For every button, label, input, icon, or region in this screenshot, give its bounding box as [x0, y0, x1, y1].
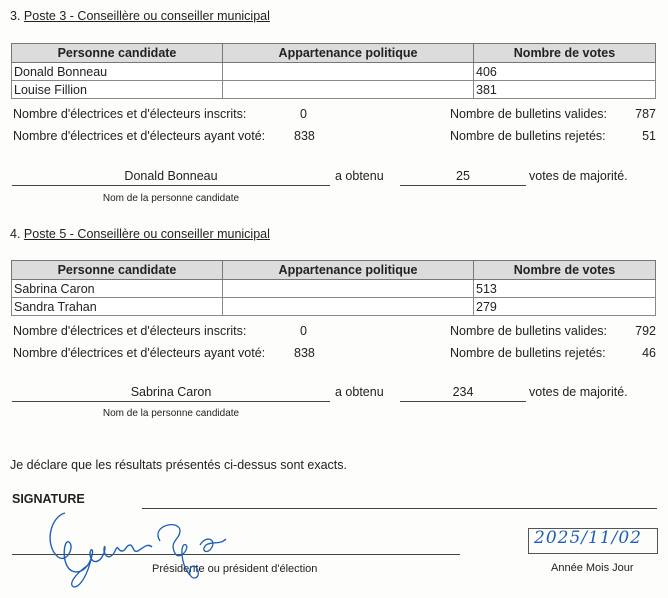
signer-caption: Présidente ou président d'élection — [152, 563, 318, 575]
rejected-value: 51 — [642, 129, 656, 143]
valid-label: Nombre de bulletins valides: — [450, 324, 608, 338]
valid-value: 792 — [635, 324, 656, 338]
handwritten-signature — [30, 505, 260, 595]
section-title-text: Poste 3 - Conseillère ou conseiller municipal — [23, 9, 270, 23]
date-value: 2025/11/02 — [534, 528, 642, 548]
date-caption: Année Mois Jour — [551, 562, 634, 574]
candidate-votes: 381 — [474, 81, 656, 99]
winner-caption: Nom de la personne candidate — [102, 408, 240, 419]
section-title-text: Poste 5 - Conseillère ou conseiller municipal — [23, 227, 270, 241]
winner-name: Donald Bonneau — [124, 169, 218, 183]
table-row — [12, 63, 656, 81]
candidate-party — [223, 63, 474, 81]
registered-value: 0 — [300, 324, 307, 338]
candidate-party — [223, 280, 474, 298]
majority-value: 25 — [456, 169, 470, 183]
rejected-label: Nombre de bulletins rejetés: — [450, 346, 606, 360]
majority-value: 234 — [452, 385, 474, 399]
rejected-value: 46 — [642, 346, 656, 360]
candidate-name: Donald Bonneau — [12, 63, 223, 81]
table-header-row — [12, 44, 656, 63]
registered-label: Nombre d'électrices et d'électeurs inscrits: — [13, 324, 247, 338]
obtained-label: a obtenu — [335, 169, 384, 183]
majority-label: votes de majorité. — [529, 169, 628, 183]
candidate-votes: 406 — [474, 63, 656, 81]
candidate-name: Sabrina Caron — [12, 280, 223, 298]
section-3-title — [10, 9, 270, 23]
results-table-poste-3 — [11, 43, 656, 99]
table-header-row — [12, 261, 656, 280]
majority-line — [400, 401, 526, 402]
header-votes: Nombre de votes — [474, 261, 656, 280]
declaration-text: Je déclare que les résultats présentés ci-dessus sont exacts. — [10, 458, 347, 472]
rejected-label: Nombre de bulletins rejetés: — [450, 129, 606, 143]
candidate-name: Sandra Trahan — [12, 298, 223, 316]
valid-label: Nombre de bulletins valides: — [450, 107, 608, 121]
candidate-name: Louise Fillion — [12, 81, 223, 99]
header-candidate: Personne candidate — [12, 44, 223, 63]
candidate-votes: 279 — [474, 298, 656, 316]
signature-stroke — [158, 525, 226, 578]
winner-name: Sabrina Caron — [130, 385, 212, 399]
voted-label: Nombre d'électrices et d'électeurs ayant voté: — [13, 129, 266, 143]
majority-label: votes de majorité. — [529, 385, 628, 399]
winner-line — [12, 185, 330, 186]
registered-value: 0 — [300, 107, 307, 121]
signature-label: SIGNATURE — [12, 492, 85, 506]
section-number: 4. — [10, 227, 21, 241]
majority-line — [400, 185, 526, 186]
table-row — [12, 81, 656, 99]
voted-value: 838 — [294, 129, 315, 143]
candidate-party — [223, 81, 474, 99]
header-party: Appartenance politique — [223, 44, 474, 63]
winner-caption: Nom de la personne candidate — [102, 193, 240, 204]
table-row — [12, 280, 656, 298]
candidate-party — [223, 298, 474, 316]
header-candidate: Personne candidate — [12, 261, 223, 280]
registered-label: Nombre d'électrices et d'électeurs inscrits: — [13, 107, 247, 121]
obtained-label: a obtenu — [335, 385, 384, 399]
table-row — [12, 298, 656, 316]
section-4-title — [10, 227, 270, 241]
header-party: Appartenance politique — [223, 261, 474, 280]
header-votes: Nombre de votes — [474, 44, 656, 63]
candidate-votes: 513 — [474, 280, 656, 298]
voted-value: 838 — [294, 346, 315, 360]
winner-line — [12, 401, 330, 402]
signature-stroke — [50, 513, 152, 572]
results-table-poste-5 — [11, 260, 656, 316]
voted-label: Nombre d'électrices et d'électeurs ayant voté: — [13, 346, 266, 360]
valid-value: 787 — [635, 107, 656, 121]
section-number: 3. — [10, 9, 21, 23]
